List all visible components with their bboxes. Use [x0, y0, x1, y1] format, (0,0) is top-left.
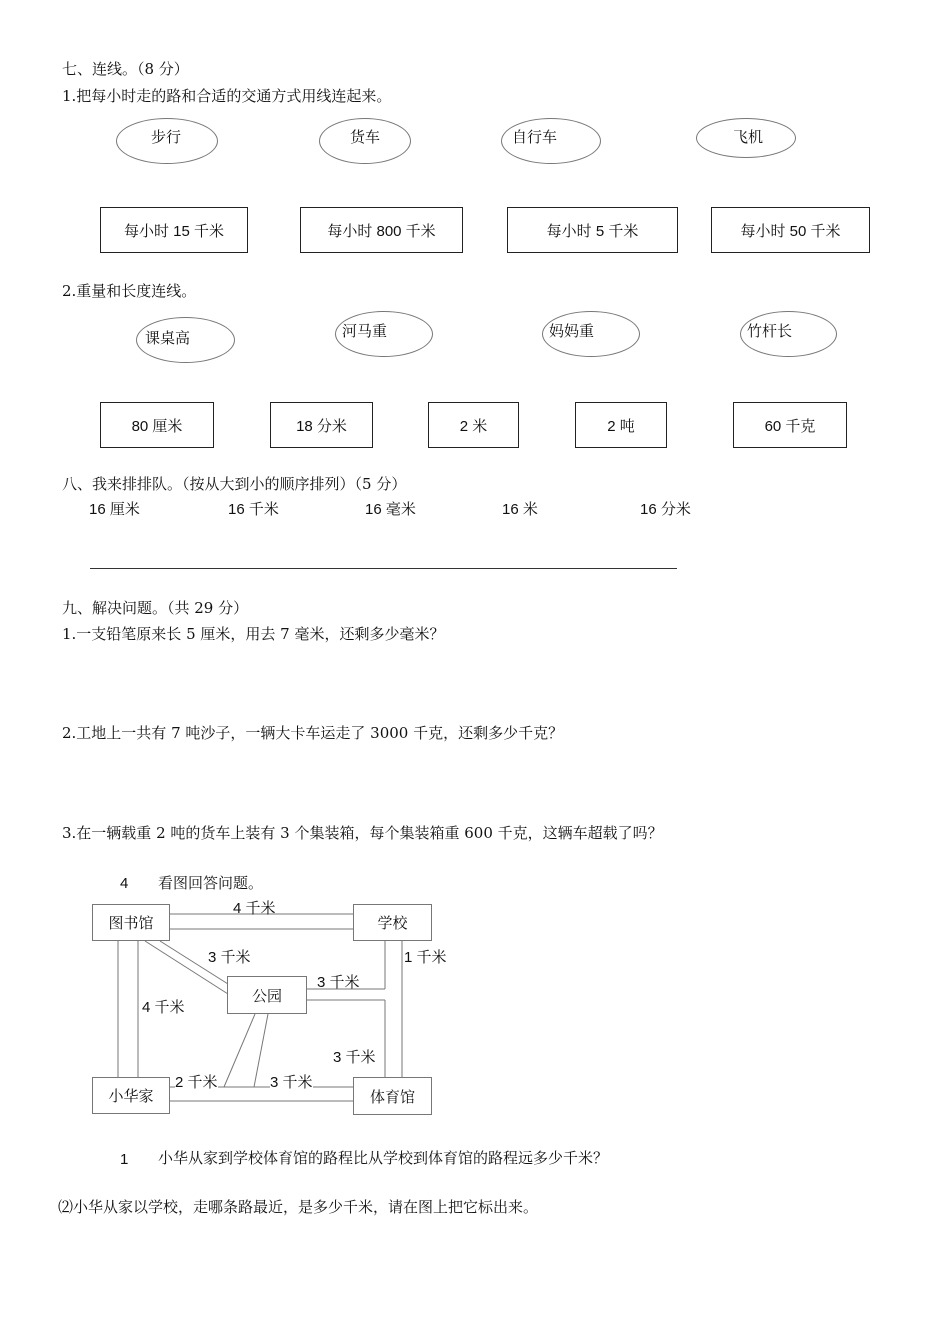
mode-label: 自行车: [512, 128, 558, 146]
place-school[interactable]: 学校: [353, 904, 432, 941]
section9-q4-sub2: ⑵小华从家以学校，走哪条路最近，是多少千米，请在图上把它标出来。: [58, 1198, 539, 1216]
distance-label: 2 千米: [175, 1074, 218, 1091]
section9-q4-sub1-number: 1: [120, 1151, 129, 1168]
section8-title: 八、我来排排队。（按从大到小的顺序排列）（5 分）: [62, 475, 407, 493]
speed-box-50[interactable]: 每小时 50 千米: [711, 207, 870, 253]
sort-item: 16 分米: [640, 501, 691, 518]
section7-q2-prompt: 2.重量和长度连线。: [62, 282, 197, 300]
speed-box-15[interactable]: 每小时 15 千米: [100, 207, 248, 253]
value-box-80cm[interactable]: 80 厘米: [100, 402, 214, 448]
sort-item: 16 毫米: [365, 501, 416, 518]
distance-label: 3 千米: [270, 1074, 313, 1091]
value-box-18dm[interactable]: 18 分米: [270, 402, 373, 448]
value-box-2m[interactable]: 2 米: [428, 402, 519, 448]
section9-q1: 1.一支铅笔原来长 5 厘米，用去 7 毫米，还剩多少毫米？: [62, 625, 445, 643]
distance-label: 4 千米: [233, 900, 276, 917]
sort-item: 16 米: [502, 501, 538, 518]
section9-q4-number: 4: [120, 875, 129, 892]
value-box-2t[interactable]: 2 吨: [575, 402, 667, 448]
road-park-gym-diagonal: [254, 1014, 268, 1087]
section9-q2: 2.工地上一共有 7 吨沙子，一辆大卡车运走了 3000 千克，还剩多少千克？: [62, 724, 564, 742]
section9-q4-sub1: 小华从家到学校体育馆的路程比从学校到体育馆的路程远多少千米？: [158, 1149, 609, 1167]
value-box-60kg[interactable]: 60 千克: [733, 402, 847, 448]
distance-label: 3 千米: [208, 949, 251, 966]
mode-label: 货车: [350, 128, 381, 146]
sort-item: 16 厘米: [89, 501, 140, 518]
place-home[interactable]: 小华家: [92, 1077, 170, 1114]
section9-q4-prompt: 看图回答问题。: [158, 874, 264, 892]
item-label: 河马重: [342, 322, 388, 340]
distance-label: 1 千米: [404, 949, 447, 966]
place-library[interactable]: 图书馆: [92, 904, 170, 941]
distance-label: 3 千米: [333, 1049, 376, 1066]
speed-box-5[interactable]: 每小时 5 千米: [507, 207, 678, 253]
item-label: 竹杆长: [747, 322, 793, 340]
sort-item: 16 千米: [228, 501, 279, 518]
mode-label: 步行: [151, 128, 182, 146]
distance-label: 4 千米: [142, 999, 185, 1016]
item-label: 课桌高: [145, 329, 191, 347]
section9-q3: 3.在一辆载重 2 吨的货车上装有 3 个集装箱，每个集装箱重 600 千克，这辆车超载了吗？: [62, 824, 663, 842]
section7-title: 七、连线。（8 分）: [62, 60, 189, 78]
section9-title: 九、解决问题。（共 29 分）: [62, 599, 249, 617]
section7-q1-prompt: 1.把每小时走的路和合适的交通方式用线连起来。: [62, 87, 392, 105]
road-park-home: [224, 1014, 255, 1087]
mode-label: 飞机: [733, 128, 764, 146]
place-park[interactable]: 公园: [227, 976, 307, 1014]
place-gym[interactable]: 体育馆: [353, 1077, 432, 1115]
distance-label: 3 千米: [317, 974, 360, 991]
speed-box-800[interactable]: 每小时 800 千米: [300, 207, 463, 253]
item-label: 妈妈重: [549, 322, 595, 340]
